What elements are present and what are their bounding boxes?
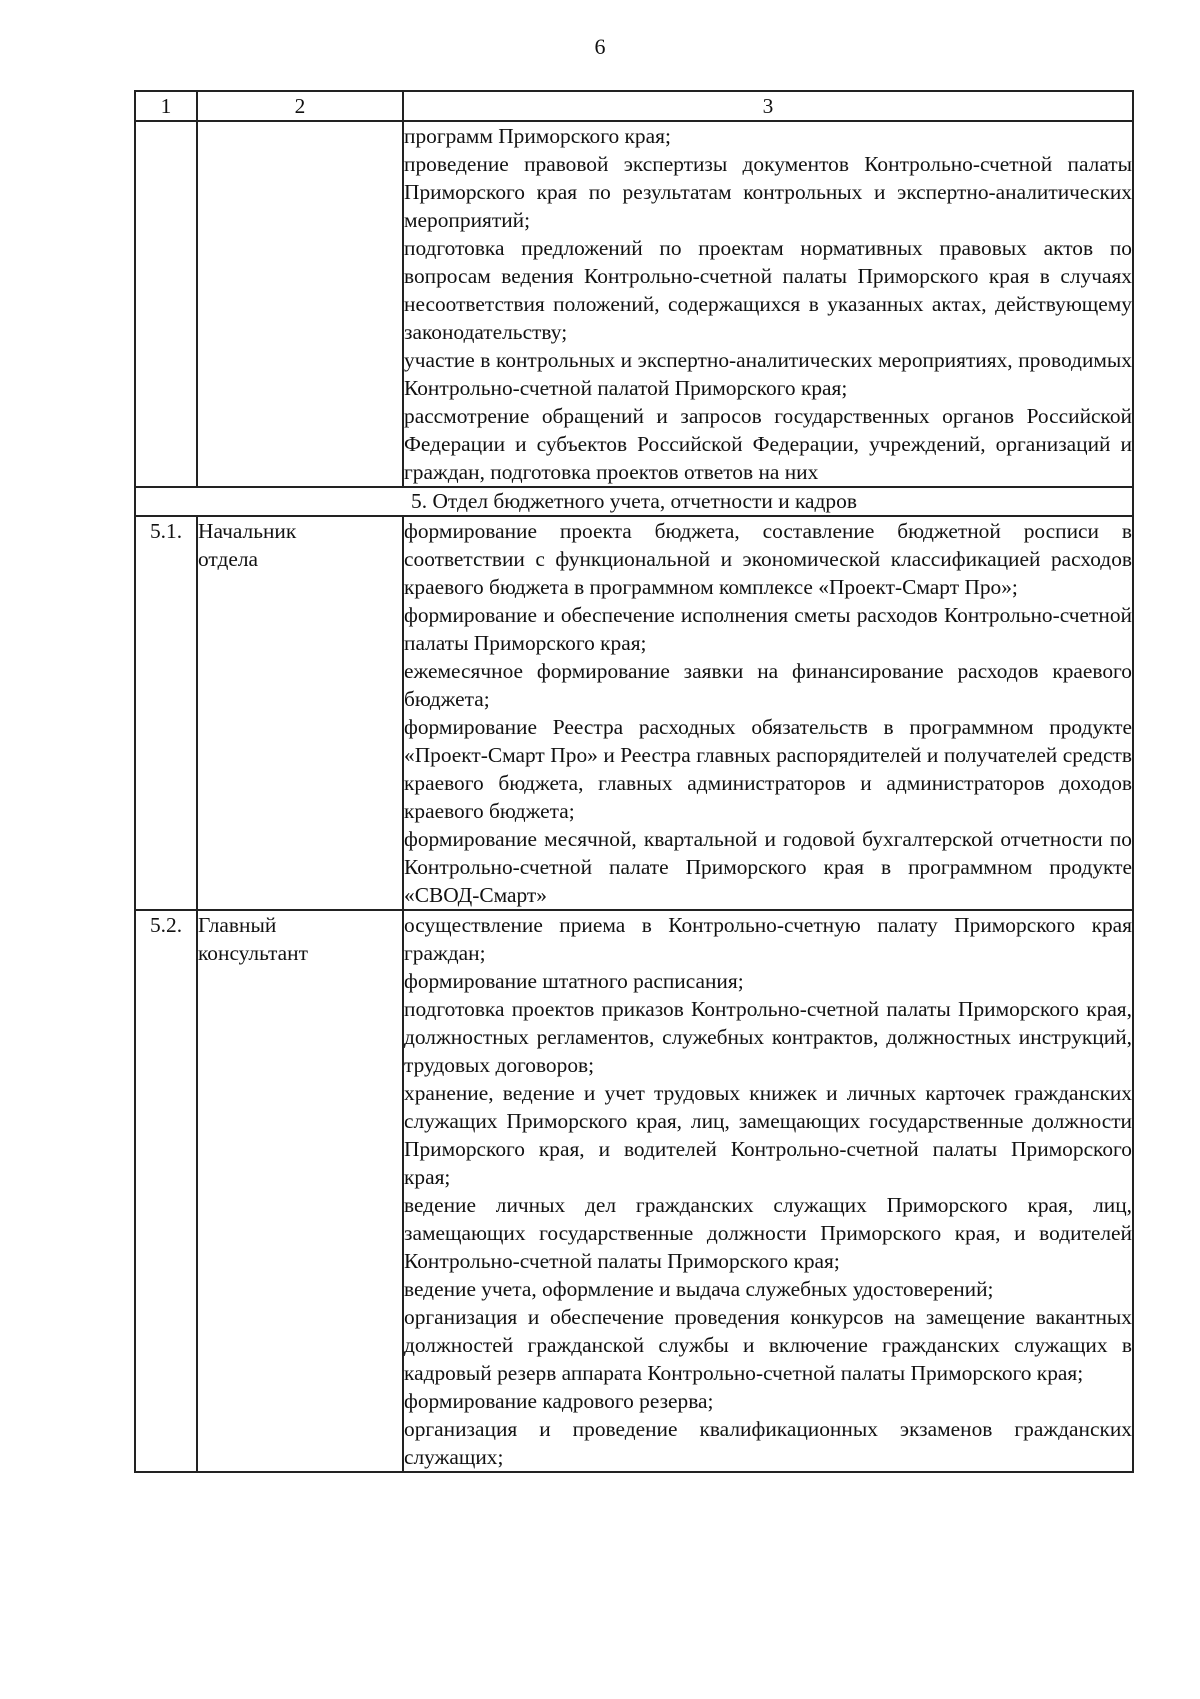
table-row	[135, 910, 1133, 1472]
duty-item: программ Приморского края;	[404, 124, 671, 148]
duty-item: формирование Реестра расходных обязательств в программном продукте «Проект-Смарт Про» и Реестра главных распорядителей и получателей средств краевого бюджета, главных администраторов и администраторов доходов краевого бюджета;	[404, 715, 1132, 823]
column-header-position: 2	[197, 91, 403, 121]
table-row-continuation	[135, 121, 1133, 487]
duty-item: организация и проведение квалификационных экзаменов гражданских служащих;	[404, 1417, 1132, 1469]
duty-item: ежемесячное формирование заявки на финансирование расходов краевого бюджета;	[404, 659, 1132, 711]
section-header-row	[135, 487, 1133, 516]
duty-item: формирование месячной, квартальной и годовой бухгалтерской отчетности по Контрольно-счетной палате Приморского края в программном продукте «СВОД-Смарт»	[404, 827, 1132, 907]
duty-item: участие в контрольных и экспертно-аналитических мероприятиях, проводимых Контрольно-счетной палатой Приморского края;	[404, 348, 1132, 400]
duty-item: ведение учета, оформление и выдача служебных удостоверений;	[404, 1277, 994, 1301]
position-cell	[197, 910, 403, 1472]
section-title: 5. Отдел бюджетного учета, отчетности и кадров	[135, 487, 1133, 516]
row-number-cell: 5.1.	[135, 516, 197, 910]
duty-item: подготовка проектов приказов Контрольно-счетной палаты Приморского края, должностных регламентов, служебных контрактов, должностных инструкций, трудовых договоров;	[404, 997, 1132, 1077]
column-header-number: 1	[135, 91, 197, 121]
duty-item: формирование проекта бюджета, составление бюджетной росписи в соответствии с функциональной и экономической классификацией расходов краевого бюджета в программном комплексе «Проект-Смарт Про»;	[404, 519, 1132, 599]
duty-item: подготовка предложений по проектам нормативных правовых актов по вопросам ведения Контрольно-счетной палаты Приморского края в случаях несоответствия положений, содержащихся в указанных актах, действующему законодательству;	[404, 236, 1132, 344]
duty-item: рассмотрение обращений и запросов государственных органов Российской Федерации и субъектов Российской Федерации, учреждений, организаций и граждан, подготовка проектов ответов на них	[404, 404, 1132, 484]
page-number: 6	[594, 34, 606, 59]
row-number-cell	[135, 121, 197, 487]
duty-item: формирование и обеспечение исполнения сметы расходов Контрольно-счетной палаты Приморского края;	[404, 603, 1132, 655]
duty-item: формирование кадрового резерва;	[404, 1389, 714, 1413]
row-number-cell: 5.2.	[135, 910, 197, 1472]
position-title-line: Начальник	[198, 519, 297, 543]
duty-item: осуществление приема в Контрольно-счетную палату Приморского края граждан;	[404, 913, 1132, 965]
duty-item: хранение, ведение и учет трудовых книжек и личных карточек гражданских служащих Приморского края, лиц, замещающих государственные должности Приморского края, и водителей Контрольно-счетной палаты Приморского края;	[404, 1081, 1132, 1189]
duties-cell	[403, 910, 1133, 1472]
table-row	[135, 516, 1133, 910]
duty-item: формирование штатного расписания;	[404, 969, 744, 993]
position-cell	[197, 516, 403, 910]
duty-item: проведение правовой экспертизы документов Контрольно-счетной палаты Приморского края по результатам контрольных и экспертно-аналитических мероприятий;	[404, 152, 1132, 232]
duties-table	[134, 90, 1134, 1473]
table-header-row	[135, 91, 1133, 121]
position-title-line: консультант	[198, 941, 308, 965]
duties-cell	[403, 516, 1133, 910]
position-cell	[197, 121, 403, 487]
duty-item: ведение личных дел гражданских служащих Приморского края, лиц, замещающих государственные должности Приморского края, и водителей Контрольно-счетной палаты Приморского края;	[404, 1193, 1132, 1273]
position-title-line: отдела	[198, 547, 259, 571]
column-header-duties: 3	[403, 91, 1133, 121]
duties-cell	[403, 121, 1133, 487]
position-title-line: Главный	[198, 913, 277, 937]
duty-item: организация и обеспечение проведения конкурсов на замещение вакантных должностей гражданской службы и включение гражданских служащих в кадровый резерв аппарата Контрольно-счетной палаты Приморского края;	[404, 1305, 1132, 1385]
